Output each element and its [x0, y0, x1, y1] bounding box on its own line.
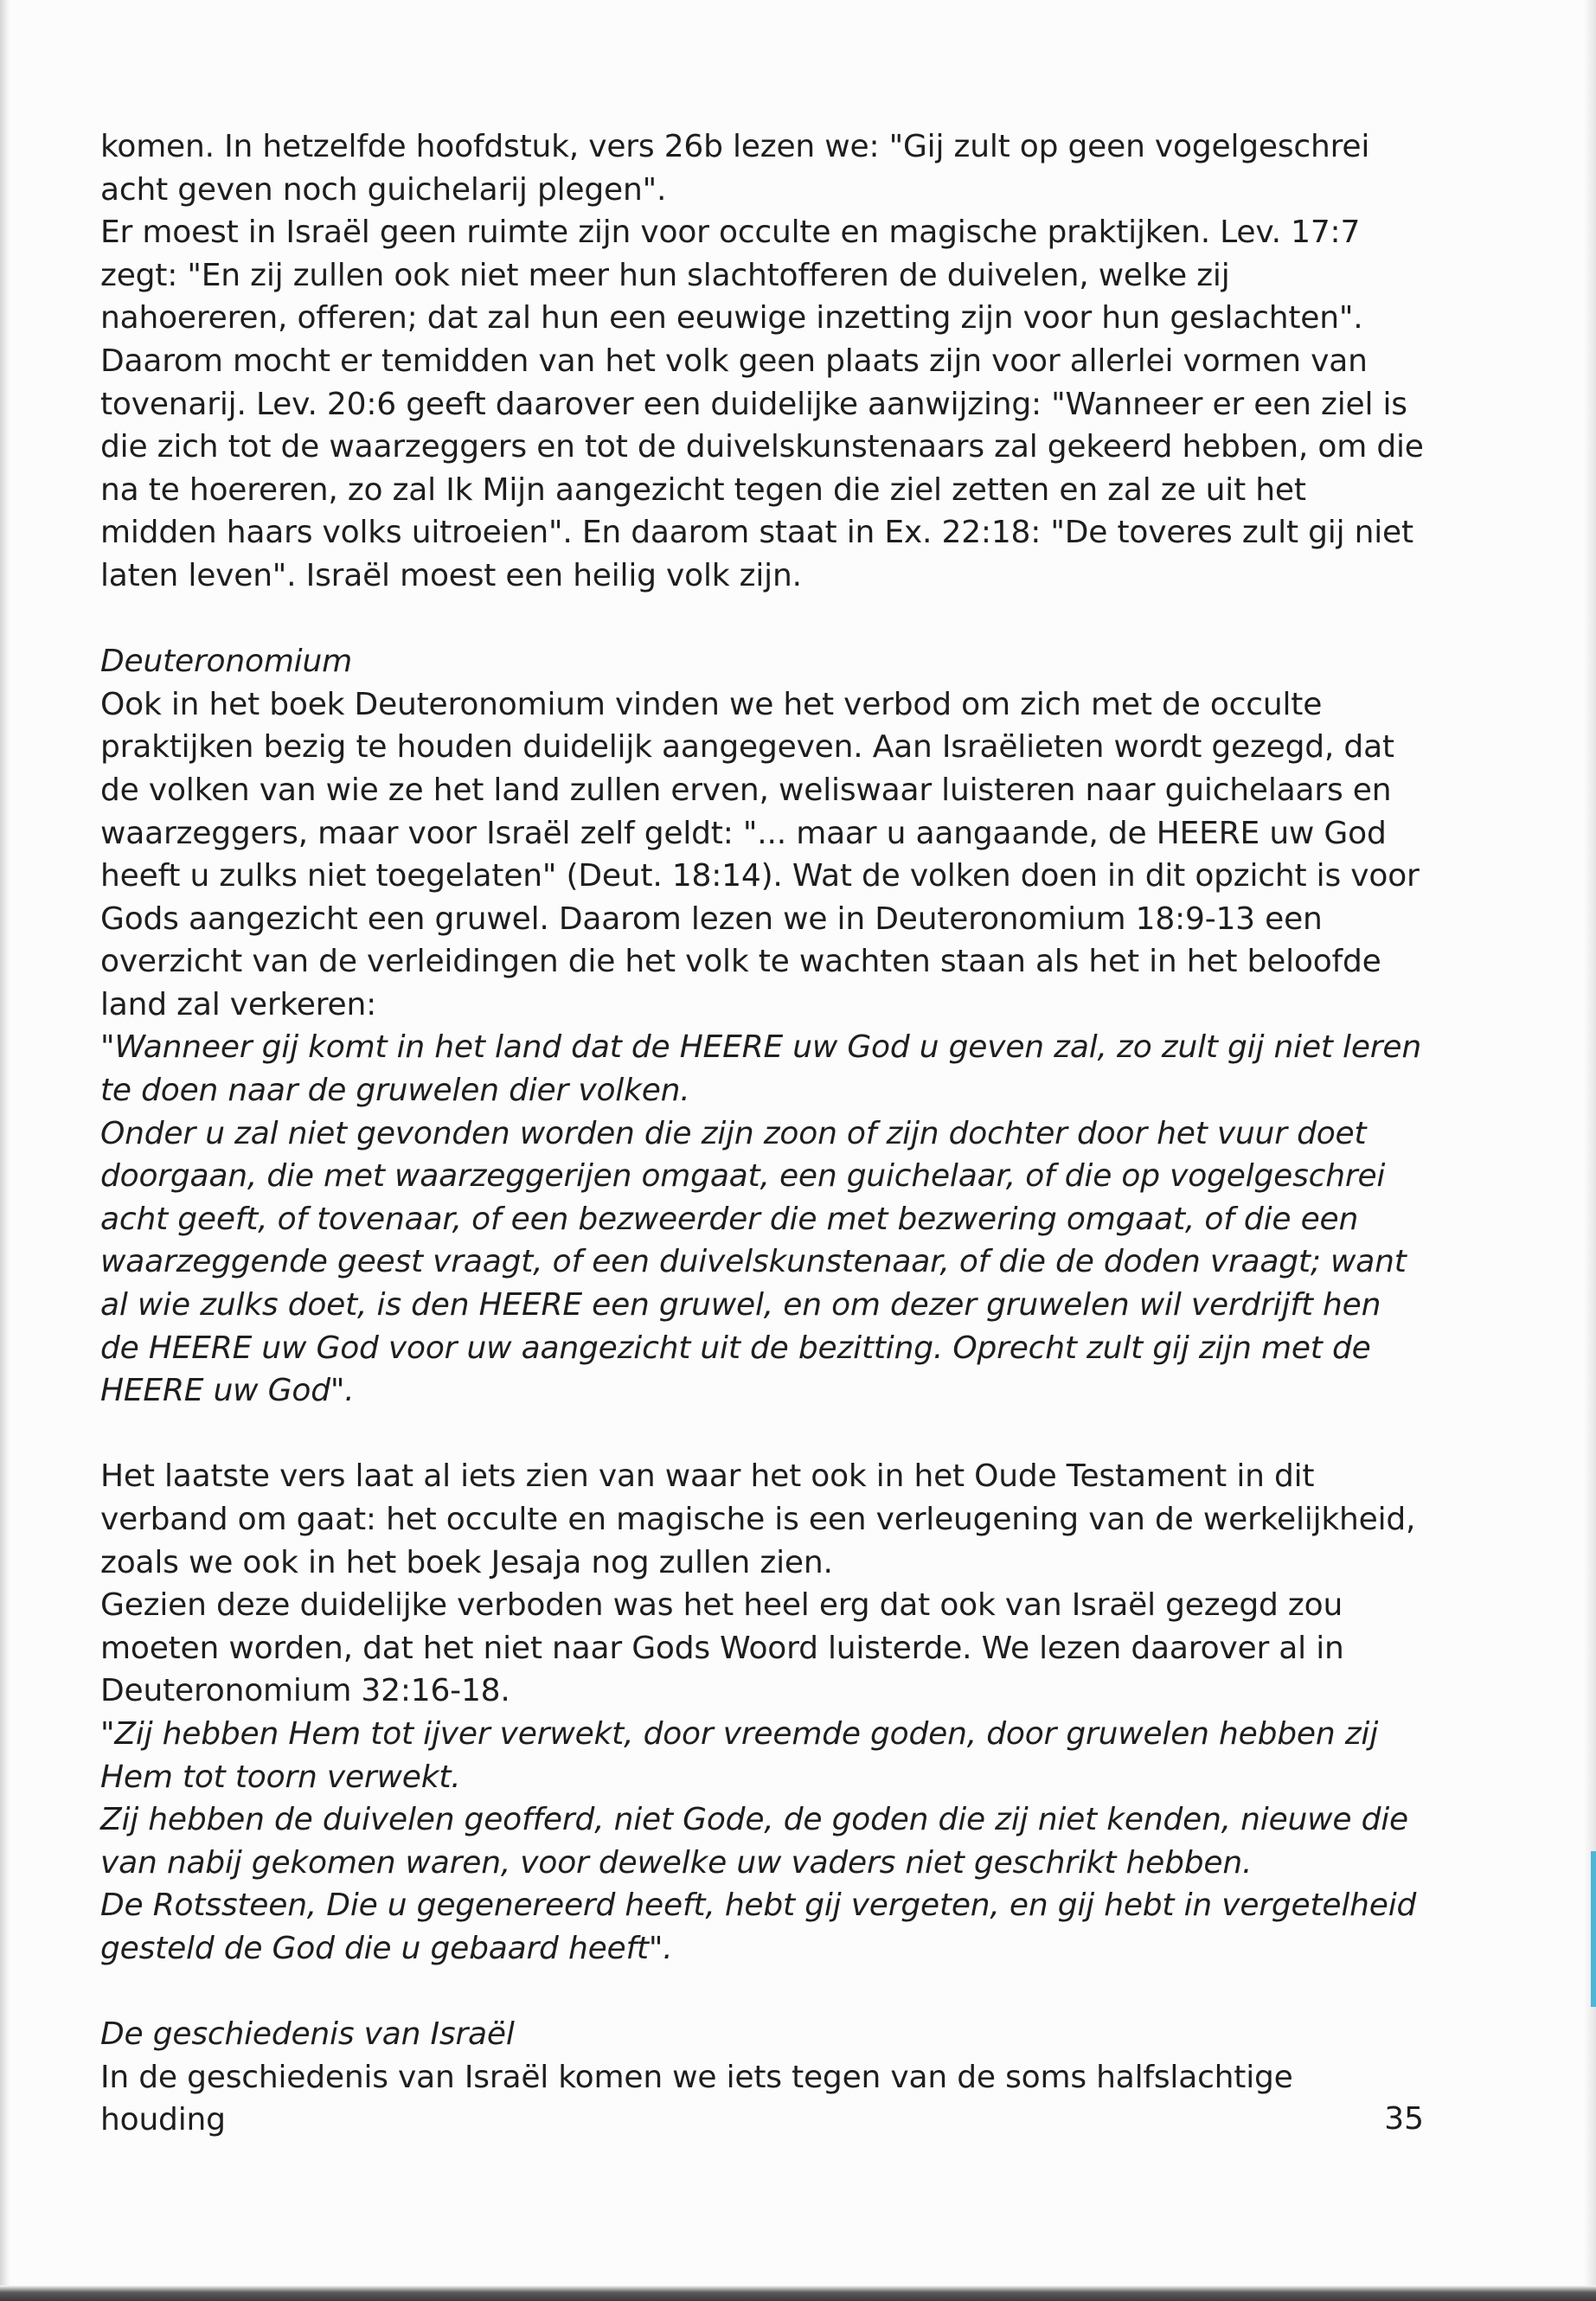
paragraph: Gezien deze duidelijke verboden was het heel erg dat ook van Israël gezegd zou moeten worden, dat het niet naar Gods Woord luisterde. We lezen daarover al in Deuteronomium 32:16-18. [100, 1587, 1344, 1709]
page-body-text [100, 125, 1424, 2142]
paragraph-gap [100, 1413, 1424, 1456]
page-number: 35 [1384, 2101, 1424, 2137]
bible-quote: De Rotssteen, Die u gegenereerd heeft, hebt gij vergeten, en gij hebt in vergetelheid gesteld de God die u gebaard heeft". [100, 1888, 1417, 1966]
page-left-edge [0, 0, 10, 2301]
paragraph: Ook in het boek Deuteronomium vinden we het verbod om zich met de occulte praktijken bezig te houden duidelijk aangegeven. Aan Israëlieten wordt gezegd, dat de volken van wie ze het land zullen erven, weliswaar luisteren naar guichelaars en waarzeggers, maar voor Israël zelf geldt: "... maar u aangaande, de HEERE uw God heeft u zulks niet toegelaten" (Deut. 18:14). Wat de volken doen in dit opzicht is voor Gods aangezicht een gruwel. Daarom lezen we in Deuteronomium 18:9-13 een overzicht van de verleidingen die het volk te wachten staan als het in het beloofde land zal verkeren: [100, 686, 1420, 1022]
bible-quote: "Wanneer gij komt in het land dat de HEERE uw God u geven zal, zo zult gij niet leren te doen naar de gruwelen dier volken. [100, 1029, 1421, 1109]
paragraph: Er moest in Israël geen ruimte zijn voor occulte en magische praktijken. Lev. 17:7 zegt: "En zij zullen ook niet meer hun slachtofferen de duivelen, welke zij nahoereren, offeren; dat zal hun een eeuwige inzetting zijn voor hun geslachten". Daarom mocht er temidden van het volk geen plaats zijn voor allerlei vormen van tovenarij. Lev. 20:6 geeft daarover een duidelijke aanwijzing: "Wanneer er een ziel is die zich tot de waarzeggers en tot de duivelskunstenaars zal gekeerd hebben, om die na te hoereren, zo zal Ik Mijn aangezicht tegen die ziel zetten en zal ze uit het midden haars volks uitroeien". En daarom staat in Ex. 22:18: "De toveres zult gij niet laten leven". Israël moest een heilig volk zijn. [100, 215, 1424, 593]
bible-quote: Zij hebben de duivelen geofferd, niet Gode, de goden die zij niet kenden, nieuwe die van nabij gekomen waren, voor dewelke uw vaders niet geschrikt hebben. [100, 1802, 1408, 1881]
scan-bottom-edge [0, 2285, 1596, 2301]
paragraph-gap [100, 1971, 1424, 2014]
paragraph: Het laatste vers laat al iets zien van waar het ook in het Oude Testament in dit verband om gaat: het occulte en magische is een verleugening van de werkelijkheid, zoals we ook in het boek Jesaja nog zullen zien. [100, 1458, 1416, 1580]
bible-quote: Onder u zal niet gevonden worden die zijn zoon of zijn dochter door het vuur doet doorgaan, die met waarzeggerijen omgaat, een guichelaar, of die op vogelgeschrei acht geeft, of tovenaar, of een bezweerder die met bezwering omgaat, of die een waarzeggende geest vraagt, of een duivelskunstenaar, of die de doden vraagt; want al wie zulks doet, is den HEERE een gruwel, en om dezer gruwelen wil verdrijft hen de HEERE uw God voor uw aangezicht uit de bezitting. Oprecht zult gij zijn met de HEERE uw God". [100, 1115, 1407, 1409]
paragraph: In de geschiedenis van Israël komen we iets tegen van de soms halfslachtige houding [100, 2059, 1293, 2138]
section-heading-geschiedenis: De geschiedenis van Israël [100, 2016, 515, 2053]
paragraph: komen. In hetzelfde hoofdstuk, vers 26b lezen we: "Gij zult op geen vogelgeschrei acht geven noch guichelarij plegen". [100, 129, 1370, 208]
margin-color-mark [1591, 1851, 1596, 2007]
section-heading-deuteronomium: Deuteronomium [100, 644, 352, 680]
paragraph-gap [100, 598, 1424, 641]
bible-quote: "Zij hebben Hem tot ijver verwekt, door vreemde goden, door gruwelen hebben zij Hem tot toorn verwekt. [100, 1715, 1379, 1795]
